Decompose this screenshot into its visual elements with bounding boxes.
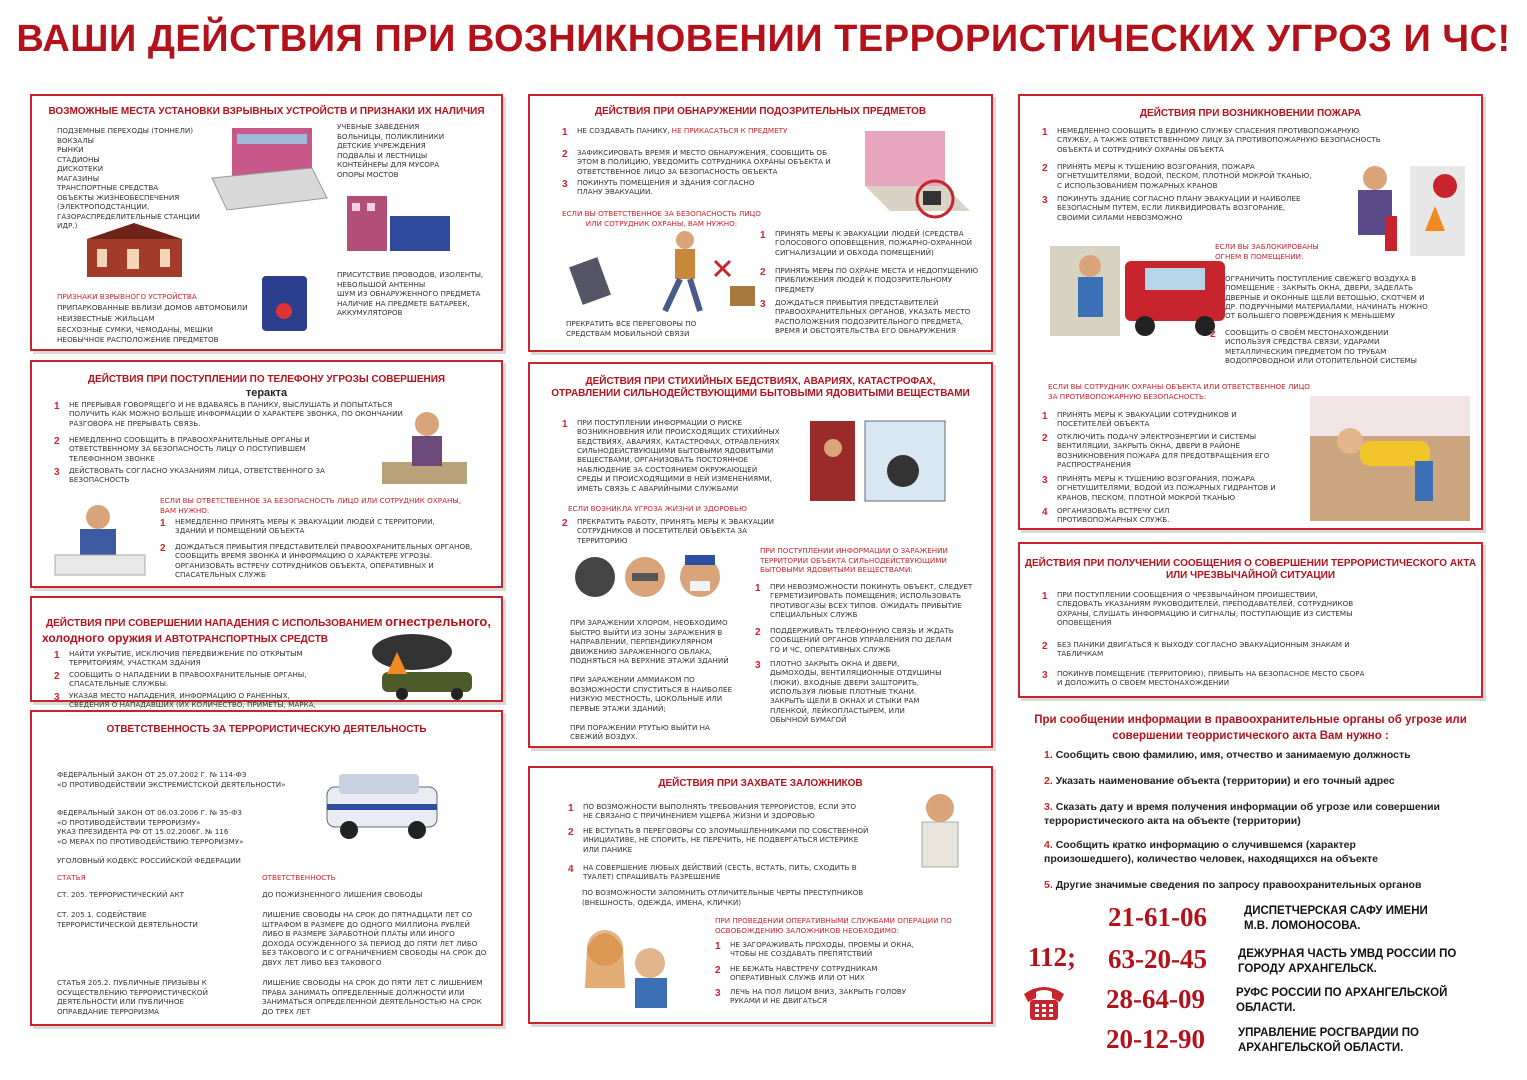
phone-number: 20-12-90 xyxy=(1106,1024,1205,1054)
man-desk-illustration xyxy=(50,497,150,582)
sub-heading: ЕСЛИ ВЫ ЗАБЛОКИРОВАНЫ ОГНЕМ В ПОМЕЩЕНИИ: xyxy=(1215,242,1319,261)
list-item: 2 ПРИНЯТЬ МЕРЫ К ТУШЕНИЮ ВОЗГОРАНИЯ, ПОЖАРА ОГНЕТУШИТЕЛЯМИ, ВОДОЙ, ПЕСКОМ, ПЛОТНОЙ МОКРОЙ ТКАНЬЮ, С ИСПОЛЬЗОВАНИЕМ ПОЖАРНЫХ КРАНОВ xyxy=(1042,162,1312,190)
list-item: 2 ЗАФИКСИРОВАТЬ ВРЕМЯ И МЕСТО ОБНАРУЖЕНИЯ, СООБЩИТЬ ОБ ЭТОМ В ПОЛИЦИЮ, УВЕДОМИТЬ СОТРУДНИКА ОХРАНЫ ОБЪЕКТА И ОТВЕТСТВЕННОЕ ЛИЦО ЗА БЕЗОПАСНОСТЬ ОБЪЕКТА xyxy=(562,148,831,176)
panel-disasters xyxy=(528,362,993,748)
info-item: 2. Указать наименование объекта (территории) и его точный адрес xyxy=(1044,775,1395,787)
list-item: 2 БЕЗ ПАНИКИ ДВИГАТЬСЯ К ВЫХОДУ СОГЛАСНО ЭВАКУАЦИОННЫМ ЗНАКАМ И ТАБЛИЧКАМ xyxy=(1042,640,1350,659)
info-item: 5. Другие значимые сведения по запросу правоохранительных органов xyxy=(1044,879,1422,891)
signs-left: ПРИПАРКОВАННЫЕ ВБЛИЗИ ДОМОВ АВТОМОБИЛИ НЕИЗВЕСТНЫЕ ЖИЛЬЦАМ БЕСХОЗНЫЕ СУМКИ, ЧЕМОДАНЫ, МЕШКИ НЕОБЫЧНОЕ РАСПОЛОЖЕНИЕ ПРЕДМЕТОВ xyxy=(57,303,248,345)
suspicious-box-illustration xyxy=(855,121,975,216)
evacuation-illustration xyxy=(570,226,765,316)
phone-label: ДЕЖУРНАЯ ЧАСТЬ УМВД РОССИИ ПО ГОРОДУ АРХАНГЕЛЬСК. xyxy=(1238,948,1457,975)
panel-title: ДЕЙСТВИЯ ПРИ ОБНАРУЖЕНИИ ПОДОЗРИТЕЛЬНЫХ ПРЕДМЕТОВ xyxy=(594,106,927,117)
list-item: 1 НЕ ЗАГОРАЖИВАТЬ ПРОХОДЫ, ПРОЕМЫ И ОКНА, ЧТОБЫ НЕ СОЗДАВАТЬ ПРЕПЯТСТВИЙ xyxy=(715,940,914,959)
panel-hostages xyxy=(528,766,993,1024)
firefighter-extinguisher-illustration xyxy=(1320,156,1470,266)
list-item: 3 ДЕЙСТВОВАТЬ СОГЛАСНО УКАЗАНИЯМ ЛИЦА, ОТВЕТСТВЕННОГО ЗА БЕЗОПАСНОСТЬ xyxy=(54,466,325,485)
list-item: 3 ПЛОТНО ЗАКРЫТЬ ОКНА И ДВЕРИ, ДЫМОХОДЫ, ВЕНТИЛЯЦИОННЫЕ ОТДУШИНЫ (ЛЮКИ). ВХОДНЫЕ ДВЕРИ ЗАШТОРИТЬ, ИСПОЛЬЗУЯ ЛЮБЫЕ ПЛОТНЫЕ ТКАНИ. ЗАКРЫТЬ ЩЕЛИ В ОКНАХ И СТЫКИ РАМ ПЛЕНКОЙ, ЛЕЙКОПЛАСТЫРЕМ, ИЛИ ОБЫЧНОЙ БУМАГОЙ xyxy=(755,659,942,725)
list-item: 3 ДОЖДАТЬСЯ ПРИБЫТИЯ ПРЕДСТАВИТЕЛЕЙ ПРАВООХРАНИТЕЛЬНЫХ ОРГАНОВ, УКАЗАТЬ МЕСТО РАСПОЛОЖЕНИЯ ПОДОЗРИТЕЛЬНОГО ПРЕДМЕТА, ВРЕМЯ И ОБСТОЯТЕЛЬСТВА ЕГО ОБНАРУЖЕНИЯ xyxy=(760,298,971,336)
laws-text: ФЕДЕРАЛЬНЫЙ ЗАКОН ОТ 25.07.2002 Г. № 114-ФЗ «О ПРОТИВОДЕЙСТВИИ ЭКСТРЕМИСТСКОЙ ДЕЯТЕЛЬНОСТИ» ФЕДЕРАЛЬНЫЙ ЗАКОН ОТ 06.03.2006 Г. № 35-ФЗ «О ПРОТИВОДЕЙСТВИИ ТЕРРОРИЗМУ» УКАЗ ПРЕЗИДЕНТА РФ ОТ 15.02.2006Г. № 116 «О МЕРАХ ПО ПРОТИВОДЕЙСТВИЮ ТЕРРОРИЗМУ» УГОЛОВНЫЙ КОДЕКС РОССИЙСКОЙ ФЕДЕРАЦИИ xyxy=(57,770,286,865)
list-item: 2 ПРЕКРАТИТЬ РАБОТУ, ПРИНЯТЬ МЕРЫ К ЭВАКУАЦИИ СОТРУДНИКОВ И ПОСЕТИТЕЛЕЙ ОБЪЕКТА ЗА ТЕРРИТОРИЮ xyxy=(562,517,774,545)
table-row-article: СТ. 205.1. СОДЕЙСТВИЕ ТЕРРОРИСТИЧЕСКОЙ ДЕЯТЕЛЬНОСТИ xyxy=(57,910,198,929)
list-item: 3 ПОКИНУТЬ ЗДАНИЕ СОГЛАСНО ПЛАНУ ЭВАКУАЦИИ И НАИБОЛЕЕ БЕЗОПАСНЫМ ПУТЕМ, ЕСЛИ ЛИКВИДИРОВАТЬ ВОЗГОРАНИЕ, СВОИМИ СИЛАМИ НЕВОЗМОЖНО xyxy=(1042,194,1301,222)
list-item: 4 ОРГАНИЗОВАТЬ ВСТРЕЧУ СИЛ ПРОТИВОПОЖАРНЫХ СЛУЖБ. xyxy=(1042,506,1170,525)
list-item: 1 ПРИ НЕВОЗМОЖНОСТИ ПОКИНУТЬ ОБЪЕКТ, СЛЕДУЕТ ГЕРМЕТИЗИРОВАТЬ ПОМЕЩЕНИЯ; ИСПОЛЬЗОВАТЬ ПРОТИВОГАЗЫ ВСЕХ ТИПОВ. ОЖИДАТЬ ПРИБЫТИЕ СПЕЦИАЛЬНЫХ СЛУЖБ xyxy=(755,582,973,620)
underpass-illustration xyxy=(212,118,327,213)
police-car-illustration xyxy=(317,762,447,847)
panel-title-line2: теракта xyxy=(245,387,288,399)
table-row-responsibility: ЛИШЕНИЕ СВОБОДЫ НА СРОК ДО ПЯТИ ЛЕТ С ЛИШЕНИЕМ ПРАВА ЗАНИМАТЬ ОПРЕДЕЛЕННЫЕ ДОЛЖНОСТИ ИЛИ ЗАНИМАТЬСЯ ОПРЕДЕЛЕННОЙ ДЕЯТЕЛЬНОСТЬЮ НА СРОК ДО ТРЕХ ЛЕТ xyxy=(262,978,483,1016)
panel-title: ДЕЙСТВИЯ ПРИ ПОЛУЧЕНИИ СООБЩЕНИЯ О СОВЕРШЕНИИ ТЕРРОРИСТИЧЕСКОГО АКТА ИЛИ ЧРЕЗВЫЧАЙНОЙ СИТУАЦИИ xyxy=(1024,558,1477,581)
panel-title-line2: холодного оружия И АВТОТРАНСПОРТНЫХ СРЕДСТВ xyxy=(42,631,329,645)
list-item: 1 ПРИ ПОСТУПЛЕНИИ ИНФОРМАЦИИ О РИСКЕ ВОЗНИКНОВЕНИЯ ИЛИ ПРОИСХОДЯЩИХ СТИХИЙНЫХ БЕДСТВИЯХ, АВАРИЯХ, КАТАСТРОФАХ, ОТРАВЛЕНИЯХ СИЛЬНОДЕЙСТВУЮЩИМИ БЫТОВЫМИ ЯДОВИТЫМИ ВЕЩЕСТВАМИ, ОРГАНИЗОВАТЬ ПОСТОЯННОЕ НАБЛЮДЕНИЕ ЗА СОСТОЯНИЕМ ОКРУЖАЮЩЕЙ СРЕДЫ И ПРОИСХОДЯЩИМИ В НЕЙ ИЗМЕНЕНИЯМИ, ИМЕТЬ СВЯЗЬ С АВАРИЙНЫМИ СЛУЖБАМИ xyxy=(562,418,780,493)
building-illustration xyxy=(342,191,462,261)
list-item: 1 НЕ ПРЕРЫВАЯ ГОВОРЯЩЕГО И НЕ ВДАВАЯСЬ В ПАНИКУ, ВЫСЛУШАТЬ И ПОПЫТАТЬСЯ ПОЛУЧИТЬ КАК МОЖНО БОЛЬШЕ ИНФОРМАЦИИ О ХАРАКТЕРЕ ЗВОНКА, ПО ОКОНЧАНИИ РАЗГОВОРА НЕ ПРЕРЫВАТЬ СВЯЗЬ. xyxy=(54,400,403,428)
phone-label: РУФС РОССИИ ПО АРХАНГЕЛЬСКОЙ ОБЛАСТИ. xyxy=(1236,987,1448,1014)
panel-title: ДЕЙСТВИЯ ПРИ ПОСТУПЛЕНИИ ПО ТЕЛЕФОНУ УГРОЗЫ СОВЕРШЕНИЯ xyxy=(87,374,446,385)
sub-heading: ЕСЛИ ВЫ ОТВЕТСТВЕННОЕ ЗА БЕЗОПАСНОСТЬ ЛИЦО ИЛИ СОТРУДНИК ОХРАНЫ, ВАМ НУЖНО: xyxy=(562,209,761,228)
sub-heading: ПРИ ПРОВЕДЕНИИ ОПЕРАТИВНЫМИ СЛУЖБАМИ ОПЕРАЦИИ ПО ОСВОБОЖДЕНИЮ ЗАЛОЖНИКОВ НЕОБХОДИМО: xyxy=(715,916,952,935)
list-item: 2 СООБЩИТЬ О НАПАДЕНИИ В ПРАВООХРАНИТЕЛЬНЫЕ ОРГАНЫ, СПАСАТЕЛЬНЫЕ СЛУЖБЫ. xyxy=(54,670,307,689)
fire-truck-illustration xyxy=(1050,236,1230,346)
places-list-right: УЧЕБНЫЕ ЗАВЕДЕНИЯ БОЛЬНИЦЫ, ПОЛИКЛИНИКИ ДЕТСКИЕ УЧРЕЖДЕНИЯ ПОДВАЛЫ И ЛЕСТНИЦЫ КОНТЕЙНЕРЫ ДЛЯ МУСОРА ОПОРЫ МОСТОВ xyxy=(337,122,445,179)
list-item: 3 ПОКИНУТЬ ПОМЕЩЕНИЯ И ЗДАНИЯ СОГЛАСНО ПЛАНУ ЭВАКУАЦИИ. xyxy=(562,178,755,197)
panel-title: ВОЗМОЖНЫЕ МЕСТА УСТАНОВКИ ВЗРЫВНЫХ УСТРОЙСТВ И ПРИЗНАКИ ИХ НАЛИЧИЯ xyxy=(48,106,485,117)
panel-title: ДЕЙСТВИЯ ПРИ СОВЕРШЕНИИ НАПАДЕНИЯ С ИСПОЛЬЗОВАНИЕМ огнестрельного, xyxy=(46,614,491,629)
window-sealing-illustration xyxy=(805,416,955,506)
signs-right: ПРИСУТСТВИЕ ПРОВОДОВ, ИЗОЛЕНТЫ, НЕБОЛЬШОЙ АНТЕННЫ ШУМ ИЗ ОБНАРУЖЕННОГО ПРЕДМЕТА НАЛИЧИЕ НА ПРЕДМЕТЕ БАТАРЕЕК, АККУМУЛЯТОРОВ xyxy=(337,270,484,317)
list-item: 1 ПРИНЯТЬ МЕРЫ К ЭВАКУАЦИИ СОТРУДНИКОВ И ПОСЕТИТЕЛЕЙ ОБЪЕКТА xyxy=(1042,410,1237,429)
panel-armed-attack xyxy=(30,596,503,710)
list-item: 2 ОТКЛЮЧИТЬ ПОДАЧУ ЭЛЕКТРОЭНЕРГИИ И СИСТЕМЫ ВЕНТИЛЯЦИИ, ЗАКРЫТЬ ОКНА, ДВЕРИ В РАЙОНЕ ВОЗНИКНОВЕНИЯ ПОЖАРА ДЛЯ ПРЕДОТВРАЩЕНИЯ ЕГО РАСПРОСТРАНЕНИЯ xyxy=(1042,432,1270,470)
panel-title: ДЕЙСТВИЯ ПРИ СТИХИЙНЫХ БЕДСТВИЯХ, АВАРИЯХ, КАТАСТРОФАХ, ОТРАВЛЕНИИ СИЛЬНОДЕЙСТВУЮЩИМИ БЫТОВЫМИ ЯДОВИТЫМИ ВЕЩЕСТВАМИ xyxy=(551,376,970,399)
crawling-woman-illustration xyxy=(1310,396,1470,521)
places-list-left: ПОДЗЕМНЫЕ ПЕРЕХОДЫ (ТОННЕЛИ) ВОКЗАЛЫ РЫНКИ СТАДИОНЫ ДИСКОТЕКИ МАГАЗИНЫ ТРАНСПОРТНЫЕ СРЕДСТВА ОБЪЕКТЫ ЖИЗНЕОБЕСПЕЧЕНИЯ (ЭЛЕКТРОПОДСТАНЦИИ, ГАЗОРАСПРЕДЕЛИТЕЛЬНЫЕ СТАНЦИИ ИДР.) xyxy=(57,126,200,230)
phone-note: ПРЕКРАТИТЬ ВСЕ ПЕРЕГОВОРЫ ПО СРЕДСТВАМ МОБИЛЬНОЙ СВЯЗИ xyxy=(566,319,697,338)
suspicious-bag-illustration xyxy=(257,266,312,336)
list-item: 1 ОГРАНИЧИТЬ ПОСТУПЛЕНИЕ СВЕЖЕГО ВОЗДУХА В ПОМЕЩЕНИЕ - ЗАКРЫТЬ ОКНА, ДВЕРИ, ЗАДЕЛАТЬ ДВЕРНЫЕ И ОКОННЫЕ ЩЕЛИ ВЕТОШЬЮ, СКОТЧЕМ И ДР. ПОДРУЧНЫМИ МАТЕРИАЛАМИ, НАЧИНАТЬ НУЖНО ОТ БОЛЬШЕГО ПОВРЕЖДЕНИЯ К МЕНЬШЕМУ xyxy=(1210,274,1428,321)
list-item: 2 НЕ ВСТУПАТЬ В ПЕРЕГОВОРЫ СО ЗЛОУМЫШЛЕННИКАМИ ПО СОБСТВЕННОЙ ИНИЦИАТИВЕ, НЕ СПОРИТЬ, НЕ ПЕРЕЧИТЬ, НЕ ПОДВЕРГАТЬСЯ ИСТЕРИКЕ ИЛИ ПАНИКЕ xyxy=(568,826,869,854)
contamination-notes: ПРИ ЗАРАЖЕНИИ ХЛОРОМ, НЕОБХОДИМО БЫСТРО ВЫЙТИ ИЗ ЗОНЫ ЗАРАЖЕНИЯ В НАПРАВЛЕНИИ, ПЕРПЕНДИКУЛЯРНОМ ДВИЖЕНИЮ ЗАРАЖЕННОГО ОБЛАКА, ПОДНЯТЬСЯ НА ВЕРХНИЕ ЭТАЖИ ЗДАНИЙ ПРИ ЗАРАЖЕНИИ АММИАКОМ ПО ВОЗМОЖНОСТИ СПУСТИТЬСЯ В НАИБОЛЕЕ НИЗКУЮ МЕСТНОСТЬ, ЦОКОЛЬНЫЕ ИЛИ ПЕРВЫЕ ЭТАЖИ ЗДАНИЙ; ПРИ ПОРАЖЕНИИ РТУТЬЮ ВЫЙТИ НА СВЕЖИЙ ВОЗДУХ. xyxy=(570,618,733,741)
panel-explosive-places xyxy=(30,94,503,351)
signs-title: ПРИЗНАКИ ВЗРЫВНОГО УСТРОЙСТВА xyxy=(57,292,197,301)
list-item: 1 НЕМЕДЛЕННО ПРИНЯТЬ МЕРЫ К ЭВАКУАЦИИ ЛЮДЕЙ С ТЕРРИТОРИИ, ЗДАНИЙ И ПОМЕЩЕНИЙ ОБЪЕКТА xyxy=(160,517,435,536)
panel-fire xyxy=(1018,94,1483,530)
list-item: 1 ПРИ ПОСТУПЛЕНИИ СООБЩЕНИЯ О ЧРЕЗВЫЧАЙНОМ ПРОИШЕСТВИИ, СЛЕДОВАТЬ УКАЗАНИЯМ РУКОВОДИТЕЛЕЙ, ПРЕПОДАВАТЕЛЕЙ, СОТРУДНИКОВ ОХРАНЫ, СЛУШАТЬ ИНФОРМАЦИЮ И СИГНАЛЫ, ПОСТУПАЮЩИЕ ИЗ СИСТЕМЫ ОПОВЕЩЕНИЯ xyxy=(1042,590,1354,628)
station-illustration xyxy=(82,221,187,281)
list-item: 2 ДОЖДАТЬСЯ ПРИБЫТИЯ ПРЕДСТАВИТЕЛЕЙ ПРАВООХРАНИТЕЛЬНЫХ ОРГАНОВ, СООБЩИТЬ ВРЕМЯ ЗВОНКА И ИНФОРМАЦИЮ О ХАРАКТЕРЕ УГРОЗЫ. ОРГАНИЗОВАТЬ ВСТРЕЧУ СОТРУДНИКОВ ОБЪЕКТА, ОПЕРАТИВНЫХ И СПАСАТЕЛЬНЫХ СЛУЖБ xyxy=(160,542,473,580)
panel-terror-message xyxy=(1018,542,1483,698)
sub-heading: ЕСЛИ ВЫ СОТРУДНИК ОХРАНЫ ОБЪЕКТА ИЛИ ОТВЕТСТВЕННОЕ ЛИЦО ЗА ПРОТИВОПОЖАРНУЮ БЕЗОПАСНОСТЬ: xyxy=(1048,382,1310,401)
table-row-responsibility: ЛИШЕНИЕ СВОБОДЫ НА СРОК ДО ПЯТНАДЦАТИ ЛЕТ СО ШТРАФОМ В РАЗМЕРЕ ДО ОДНОГО МИЛЛИОНА РУБЛЕЙ ЛИБО В РАЗМЕРЕ ЗАРАБОТНОЙ ПЛАТЫ ИЛИ ИНОГО ДОХОДА ОСУЖДЕННОГО ЗА ПЕРИОД ДО ПЯТИ ЛЕТ ЛИБО БЕЗ ТАКОВОГО И С ОГРАНИЧЕНИЕМ СВОБОДЫ НА СРОК ДО ДВУХ ЛЕТ ЛИБО БЕЗ ТАКОВОГО xyxy=(262,910,487,967)
woman-phone-illustration xyxy=(372,402,472,492)
list-item: 1 ПРИНЯТЬ МЕРЫ К ЭВАКУАЦИИ ЛЮДЕЙ (СРЕДСТВА ГОЛОСОВОГО ОПОВЕЩЕНИЯ, ПОЖАРНО-ОХРАННОЙ СИГНАЛИЗАЦИИ И ОБХОДА ПОМЕЩЕНИЙ) xyxy=(760,229,973,257)
list-item: 3 ПРИНЯТЬ МЕРЫ К ТУШЕНИЮ ВОЗГОРАНИЯ, ПОЖАРА ОГНЕТУШИТЕЛЯМИ, ВОДОЙ ИЗ ПОЖАРНЫХ ГИДРАНТОВ И КРАНОВ, ПЕСКОМ, ПЛОТНОЙ МОКРОЙ ТКАНЬЮ xyxy=(1042,474,1276,502)
info-item: 4. Сообщить кратко информацию о случившемся (характер произошедшего), количество человек, находящихся на объекте xyxy=(1044,839,1378,866)
list-item: 1 ПО ВОЗМОЖНОСТИ ВЫПОЛНЯТЬ ТРЕБОВАНИЯ ТЕРРОРИСТОВ, ЕСЛИ ЭТО НЕ СВЯЗАНО С ПРИЧИНЕНИЕМ УЩЕРБА ЖИЗНИ И ЗДОРОВЬЮ xyxy=(568,802,857,821)
poster-title: ВАШИ ДЕЙСТВИЯ ПРИ ВОЗНИКНОВЕНИИ ТЕРРОРИСТИЧЕСКИХ УГРОЗ И ЧС! xyxy=(16,18,1511,60)
table-row-article: СТАТЬЯ 205.2. ПУБЛИЧНЫЕ ПРИЗЫВЫ К ОСУЩЕСТВЛЕНИЮ ТЕРРОРИСТИЧЕСКОЙ ДЕЯТЕЛЬНОСТИ ИЛИ ПУБЛИЧНОЕ ОПРАВДАНИЕ ТЕРРОРИЗМА xyxy=(57,978,208,1016)
list-item: 1 НЕМЕДЛЕННО СООБЩИТЬ В ЕДИНУЮ СЛУЖБУ СПАСЕНИЯ ПРОТИВОПОЖАРНУЮ СЛУЖБУ, А ТАКЖЕ ОТВЕТСТВЕННОМУ ЛИЦУ ЗА ПРОТИВОПОЖАРНУЮ БЕЗОПАСНОСТЬ ОБЪЕКТА И СОТРУДНИКУ ОХРАНЫ ОБЪЕКТА xyxy=(1042,126,1381,154)
panel-title: ДЕЙСТВИЯ ПРИ ВОЗНИКНОВЕНИИ ПОЖАРА xyxy=(1139,108,1362,119)
gas-masks-illustration xyxy=(570,549,750,609)
phone-label: ДИСПЕТЧЕРСКАЯ САФУ ИМЕНИ М.В. ЛОМОНОСОВА. xyxy=(1244,905,1428,932)
woman-child-illustration xyxy=(570,918,685,1013)
column-head-article: СТАТЬЯ xyxy=(57,873,86,882)
panel-title: ОТВЕТСТВЕННОСТЬ ЗА ТЕРРОРИСТИЧЕСКУЮ ДЕЯТЕЛЬНОСТЬ xyxy=(106,724,427,735)
panel-title: ДЕЙСТВИЯ ПРИ ЗАХВАТЕ ЗАЛОЖНИКОВ xyxy=(658,778,863,789)
phone-number: 28-64-09 xyxy=(1106,984,1205,1014)
phone-number: 63-20-45 xyxy=(1108,944,1207,974)
list-item: 3 ЛЕЧЬ НА ПОЛ ЛИЦОМ ВНИЗ, ЗАКРЫТЬ ГОЛОВУ РУКАМИ И НЕ ДВИГАТЬСЯ xyxy=(715,987,907,1006)
list-item: 4 НА СОВЕРШЕНИЕ ЛЮБЫХ ДЕЙСТВИЙ (СЕСТЬ, ВСТАТЬ, ПИТЬ, СХОДИТЬ В ТУАЛЕТ) СПРАШИВАТЬ РАЗРЕШЕНИЕ xyxy=(568,863,857,882)
burning-car-illustration xyxy=(362,632,482,702)
list-item: 2 ПОДДЕРЖИВАТЬ ТЕЛЕФОННУЮ СВЯЗЬ И ЖДАТЬ СООБЩЕНИЙ ОРГАНОВ УПРАВЛЕНИЯ ПО ДЕЛАМ ГО И ЧС, ОПЕРАТИВНЫХ СЛУЖБ xyxy=(755,626,954,654)
list-item: 1 НАЙТИ УКРЫТИЕ, ИСКЛЮЧИВ ПЕРЕДВИЖЕНИЕ ПО ОТКРЫТЫМ ТЕРРИТОРИЯМ, УЧАСТКАМ ЗДАНИЯ xyxy=(54,649,303,668)
info-heading: При сообщении информации в правоохранительные органы об угрозе или совершении теорристического акта Вам нужно : xyxy=(1034,714,1467,743)
info-item: 1. Сообщить свою фамилию, имя, отчество и занимаемую должность xyxy=(1044,749,1411,761)
emergency-number: 112; xyxy=(1028,942,1077,972)
list-item: 1 НЕ СОЗДАВАТЬ ПАНИКУ, НЕ ПРИКАСАТЬСЯ К ПРЕДМЕТУ xyxy=(562,126,788,138)
table-row-article: СТ. 205. ТЕРРОРИСТИЧЕСКИЙ АКТ xyxy=(57,890,185,899)
phone-label: УПРАВЛЕНИЕ РОСГВАРДИИ ПО АРХАНГЕЛЬСКОЙ ОБЛАСТИ. xyxy=(1238,1027,1419,1054)
hostage-man-illustration xyxy=(900,786,980,886)
list-item: 2 СООБЩИТЬ О СВОЁМ МЕСТОНАХОЖДЕНИИ ИСПОЛЬЗУЯ СРЕДСТВА СВЯЗИ, УДАРАМИ МЕТАЛЛИЧЕСКИМ ПРЕДМЕТОМ ПО ТРУБАМ ВОДОПРОВОДНОЙ ИЛИ ОТОПИТЕЛЬНОЙ СИСТЕМЫ xyxy=(1210,328,1417,366)
panel-responsibility xyxy=(30,710,503,1026)
sub-heading: ПРИ ПОСТУПЛЕНИИ ИНФОРМАЦИИ О ЗАРАЖЕНИИ ТЕРРИТОРИИ ОБЪЕКТА СИЛЬНОДЕЙСТВУЮЩИМИ БЫТОВЫМИ ЯДОВИТЫМИ ВЕЩЕСТВАМИ: xyxy=(760,546,948,574)
column-head-responsibility: ОТВЕТСТВЕННОСТЬ xyxy=(262,873,336,882)
info-item: 3. Сказать дату и время получения информации об угрозе или совершении террористического акта на объекте (территории) xyxy=(1044,801,1440,828)
list-item: 3 ПОКИНУВ ПОМЕЩЕНИЕ (ТЕРРИТОРИЮ), ПРИБЫТЬ НА БЕЗОПАСНОЕ МЕСТО СБОРА И ДОЛОЖИТЬ О СВОЕМ МЕСТОНАХОЖДЕНИИ xyxy=(1042,669,1365,688)
table-row-responsibility: ДО ПОЖИЗНЕННОГО ЛИШЕНИЯ СВОБОДЫ xyxy=(262,890,423,899)
list-item: 2 ПРИНЯТЬ МЕРЫ ПО ОХРАНЕ МЕСТА И НЕДОПУЩЕНИЮ ПРИБЛИЖЕНИЯ ЛЮДЕЙ К ПОДОЗРИТЕЛЬНОМУ ПРЕДМЕТУ xyxy=(760,266,979,294)
list-item: 3 УКАЗАВ МЕСТО НАПАДЕНИЯ, ИНФОРМАЦИЮ О РАНЕННЫХ, СВЕДЕНИЯ О НАПАДАВШИХ (ИХ КОЛИЧЕСТВО, ПРИМЕТЫ, МАРКА, xyxy=(54,691,316,710)
telephone-icon xyxy=(1020,980,1068,1024)
panel-suspicious-objects xyxy=(528,94,993,352)
phone-number: 21-61-06 xyxy=(1108,902,1207,932)
sub-heading: ЕСЛИ ВОЗНИКЛА УГРОЗА ЖИЗНИ И ЗДОРОВЬЮ xyxy=(568,504,747,513)
list-item: 2 НЕМЕДЛЕННО СООБЩИТЬ В ПРАВООХРАНИТЕЛЬНЫЕ ОРГАНЫ И ОТВЕТСТВЕННОМУ ЗА БЕЗОПАСНОСТЬ ЛИЦУ О ПОСТУПИВШЕМ ТЕЛЕФОННОМ ЗВОНКЕ xyxy=(54,435,310,463)
panel-phone-threat xyxy=(30,360,503,588)
list-item: 2 НЕ БЕЖАТЬ НАВСТРЕЧУ СОТРУДНИКАМ ОПЕРАТИВНЫХ СЛУЖБ ИЛИ ОТ НИХ xyxy=(715,964,878,983)
hostage-note: ПО ВОЗМОЖНОСТИ ЗАПОМНИТЬ ОТЛИЧИТЕЛЬНЫЕ ЧЕРТЫ ПРЕСТУПНИКОВ (ВНЕШНОСТЬ, ОДЕЖДА, ИМЕНА, КЛИЧКИ) xyxy=(582,888,864,907)
sub-heading: ЕСЛИ ВЫ ОТВЕТСТВЕННОЕ ЗА БЕЗОПАСНОСТЬ ЛИЦО ИЛИ СОТРУДНИК ОХРАНЫ, ВАМ НУЖНО: xyxy=(160,496,462,515)
